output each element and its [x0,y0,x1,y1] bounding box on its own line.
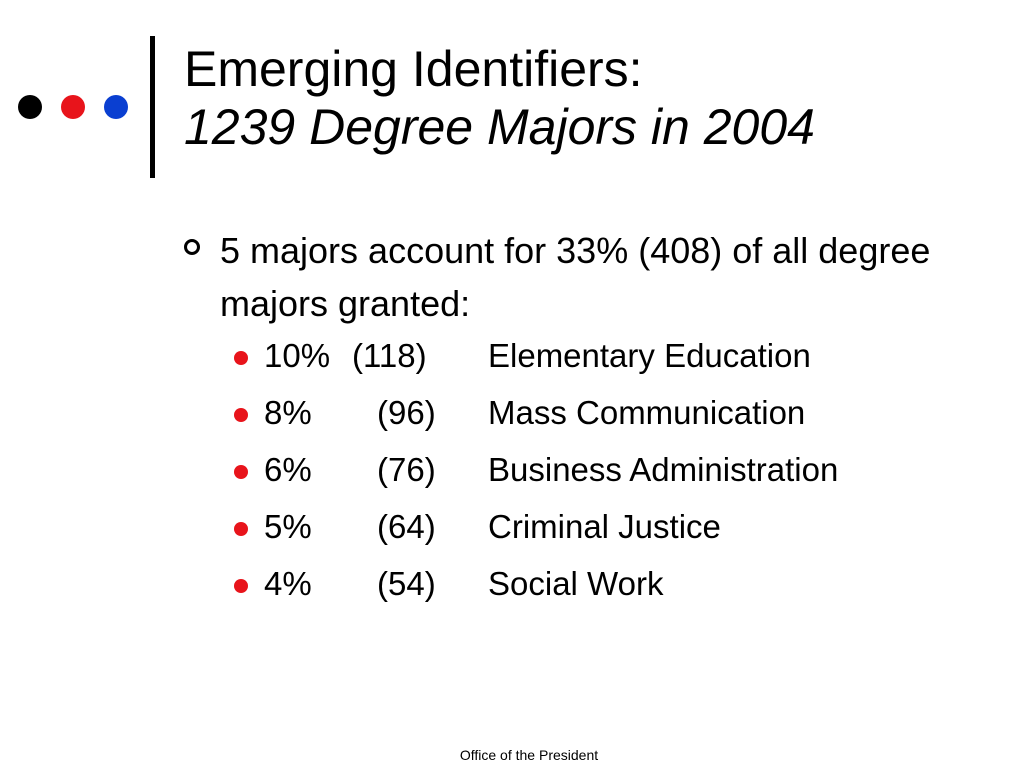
major-percent: 4% [264,565,312,602]
main-bullet-text: 5 majors account for 33% (408) of all degree majors granted: [220,230,931,324]
red-bullet-icon [234,579,248,593]
major-percent: 8% [264,394,312,431]
title-line-2: 1239 Degree Majors in 2004 [184,99,815,155]
major-name: Criminal Justice [488,508,721,545]
major-count: (64) [377,508,436,545]
major-count: (96) [377,394,436,431]
black-dot-icon [18,95,42,119]
major-count: (76) [377,451,436,488]
red-bullet-icon [234,465,248,479]
main-bullet-item [184,224,944,330]
major-count: (54) [377,565,436,602]
major-name: Elementary Education [488,337,811,374]
title-divider-bar [150,36,155,178]
major-name: Business Administration [488,451,839,488]
red-bullet-icon [234,351,248,365]
major-count: (118) [352,337,427,374]
title-line-1: Emerging Identifiers: [184,41,643,97]
major-percent: 6% [264,451,312,488]
decorative-dots [0,0,140,200]
major-percent: 5% [264,508,312,545]
footer-text: Office of the President [459,747,599,763]
major-name: Social Work [488,565,664,602]
hollow-circle-bullet-icon [184,239,200,255]
major-percent: 10% [264,337,331,374]
red-dot-icon [61,95,85,119]
slide-title [184,40,815,156]
blue-dot-icon [104,95,128,119]
red-bullet-icon [234,522,248,536]
red-bullet-icon [234,408,248,422]
major-name: Mass Communication [488,394,806,431]
